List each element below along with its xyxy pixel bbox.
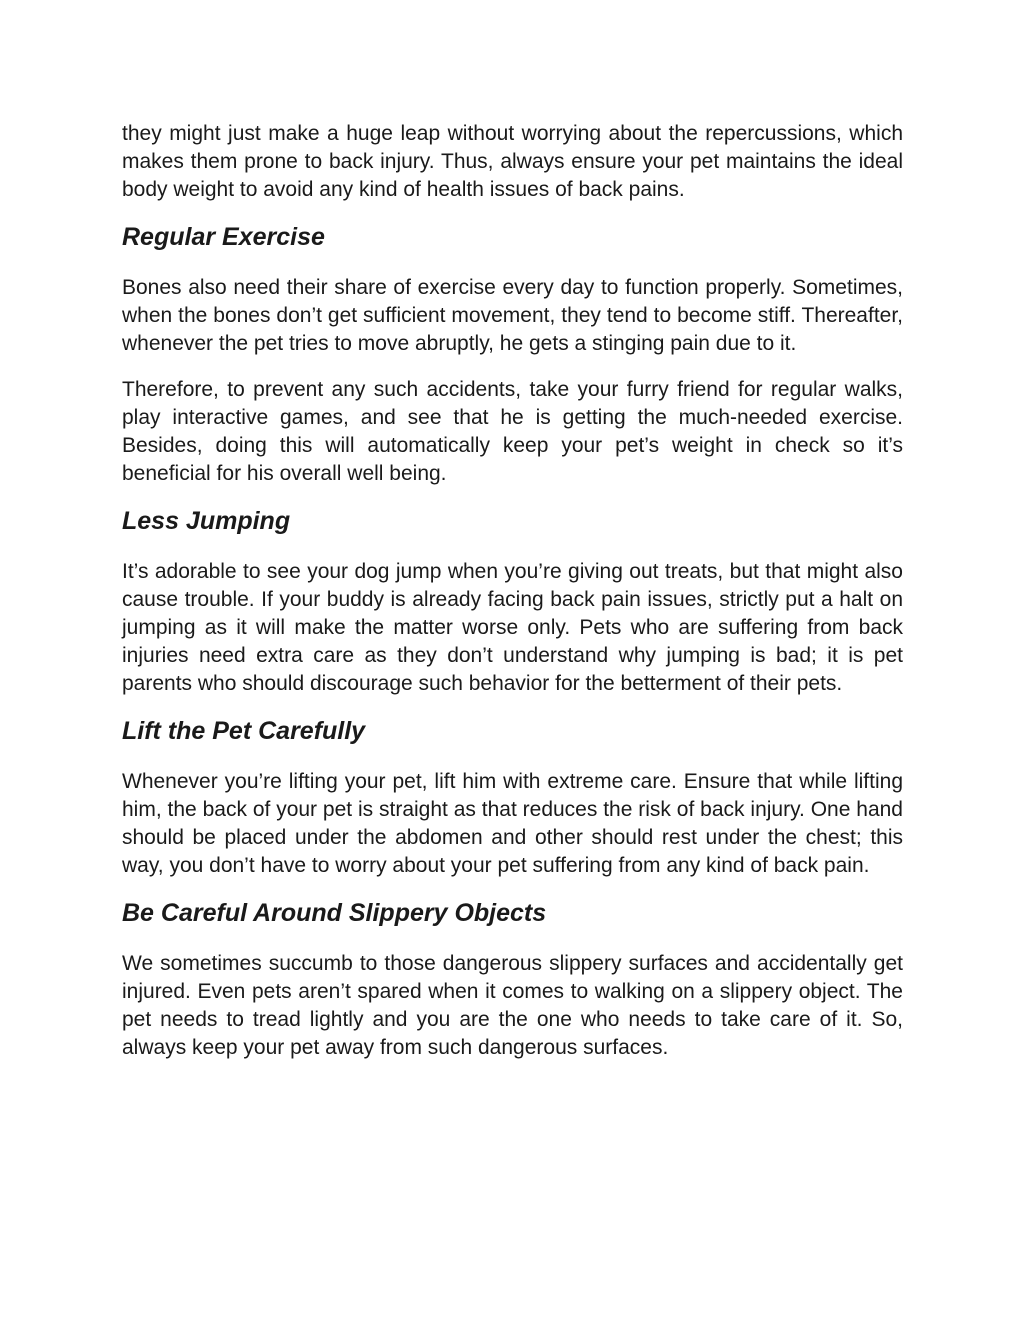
heading-regular-exercise: Regular Exercise (122, 223, 325, 251)
heading-lift-the-pet-carefully: Lift the Pet Carefully (122, 717, 366, 745)
intro-paragraph: they might just make a huge leap without worrying about the repercussions, which makes them prone to back injury. Thus, always ensure your pet maintains the ideal body weight to avoid any kind of health issues of back pains. (122, 122, 903, 201)
less-jumping-paragraph: It’s adorable to see your dog jump when you’re giving out treats, but that might also cause trouble. If your buddy is already facing back pain issues, strictly put a halt on jumping as it will make the matter worse only. Pets who are suffering from back injuries need extra care as they don’t understand why jumping is bad; it is pet parents who should discourage such behavior for the betterment of their pets. (122, 560, 903, 695)
slippery-objects-paragraph: We sometimes succumb to those dangerous slippery surfaces and accidentally get injured. Even pets aren’t spared when it comes to walking on a slippery object. The pet needs to tread lightly and you are the one who needs to take care of it. So, always keep your pet away from such dangerous surfaces. (122, 952, 903, 1059)
heading-slippery-objects: Be Careful Around Slippery Objects (122, 899, 547, 927)
heading-less-jumping: Less Jumping (122, 507, 291, 535)
document-page (122, 120, 903, 1080)
lift-pet-paragraph: Whenever you’re lifting your pet, lift him with extreme care. Ensure that while lifting him, the back of your pet is straight as that reduces the risk of back injury. One hand should be placed under the abdomen and other should rest under the chest; this way, you don’t have to worry about your pet suffering from any kind of back pain. (122, 770, 903, 877)
regular-exercise-paragraph-1: Bones also need their share of exercise every day to function properly. Sometimes, when the bones don’t get sufficient movement, they tend to become stiff. Thereafter, whenever the pet tries to move abruptly, he gets a stinging pain due to it. (122, 276, 903, 355)
regular-exercise-paragraph-2: Therefore, to prevent any such accidents, take your furry friend for regular walks, play interactive games, and see that he is getting the much-needed exercise. Besides, doing this will automatically keep your pet’s weight in check so it’s beneficial for his overall well being. (122, 378, 903, 485)
